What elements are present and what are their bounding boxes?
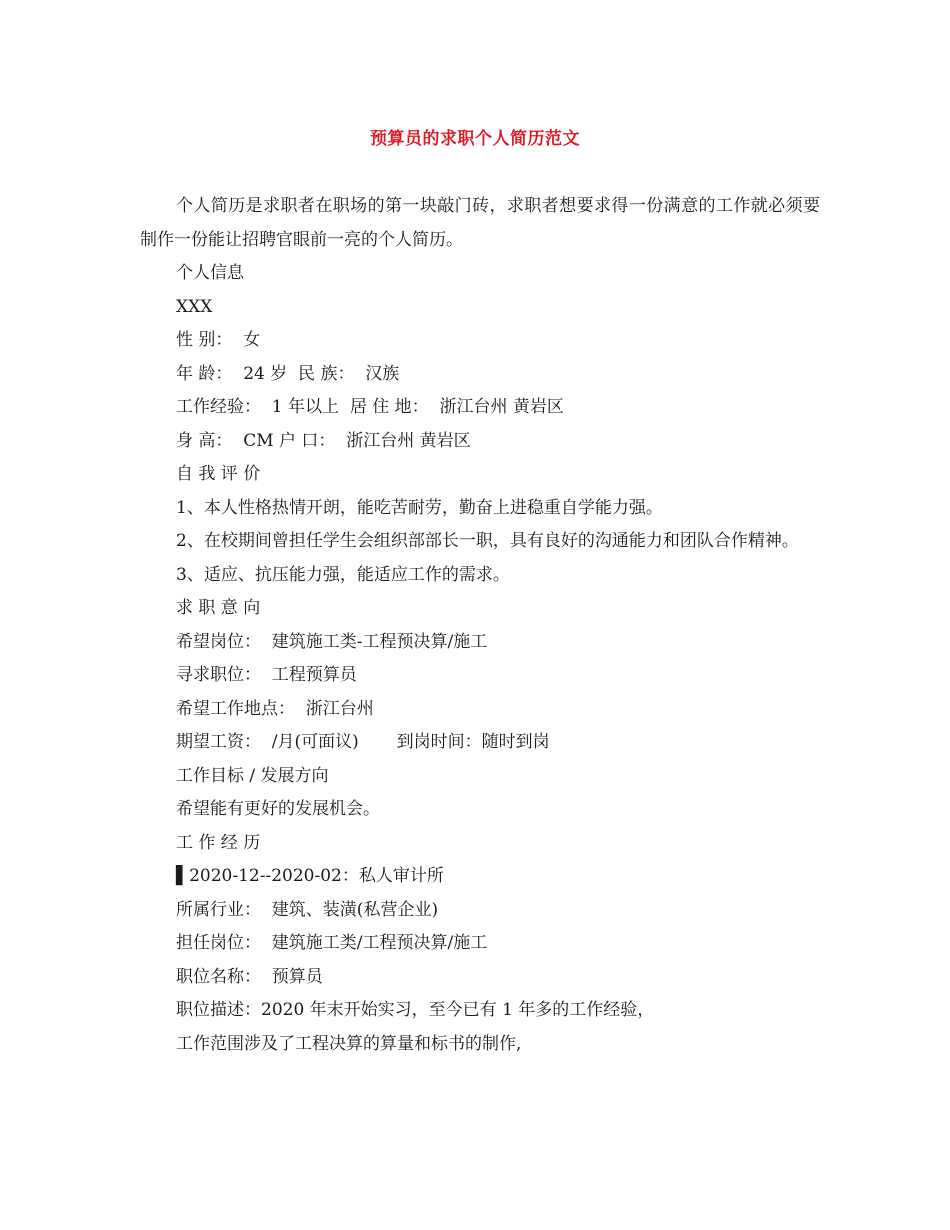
section-heading-work-experience: 工 作 经 历 bbox=[176, 832, 261, 853]
self-evaluation-item-1: 1、本人性格热情开朗，能吃苦耐劳，勤奋上进稳重自学能力强。 bbox=[176, 497, 663, 518]
name-line: XXX bbox=[176, 296, 213, 317]
document-body bbox=[140, 190, 820, 1061]
desired-position-line: 希望岗位： 建筑施工类-工程预决算/施工 bbox=[176, 631, 488, 652]
job-description-line-2: 工作范围涉及了工程决算的算量和标书的制作, bbox=[176, 1033, 522, 1054]
age-ethnicity-line: 年 龄： 24 岁 民 族： 汉族 bbox=[176, 363, 400, 384]
career-goal-text: 希望能有更好的发展机会。 bbox=[176, 799, 380, 819]
height-hukou-line: 身 高： CM 户 口： 浙江台州 黄岩区 bbox=[176, 430, 471, 451]
section-heading-self-evaluation: 自 我 评 价 bbox=[176, 464, 261, 484]
job-title-line: 职位名称： 预算员 bbox=[176, 966, 323, 987]
document-title: 预算员的求职个人简历范文 bbox=[370, 129, 580, 149]
job-description-line-1: 职位描述：2020 年末开始实习，至今已有 1 年多的工作经验， bbox=[176, 1000, 655, 1020]
salary-availability-line: 期望工资： /月(可面议) 到岗时间：随时到岗 bbox=[176, 732, 550, 752]
role-line: 担任岗位： 建筑施工类/工程预决算/施工 bbox=[176, 933, 488, 953]
section-heading-career-goal: 工作目标 / 发展方向 bbox=[176, 765, 329, 786]
section-heading-job-intention: 求 职 意 向 bbox=[176, 598, 261, 618]
sought-position-line: 寻求职位： 工程预算员 bbox=[176, 665, 357, 685]
section-heading-personal-info: 个人信息 bbox=[176, 263, 244, 283]
desired-location-line: 希望工作地点： 浙江台州 bbox=[176, 698, 374, 719]
experience-residence-line: 工作经验： 1 年以上 居 住 地： 浙江台州 黄岩区 bbox=[176, 397, 564, 417]
intro-paragraph: 个人简历是求职者在职场的第一块敲门砖，求职者想要求得一份满意的工作就必须要制作一份能让招聘官眼前一亮的个人简历。 bbox=[140, 196, 820, 250]
gender-line: 性 别： 女 bbox=[176, 330, 261, 350]
work-period-line: ▌2020-12--2020-02：私人审计所 bbox=[176, 866, 444, 886]
industry-line: 所属行业： 建筑、装潢(私营企业) bbox=[176, 899, 439, 920]
self-evaluation-item-3: 3、适应、抗压能力强，能适应工作的需求。 bbox=[176, 564, 510, 585]
self-evaluation-item-2: 2、在校期间曾担任学生会组织部部长一职，具有良好的沟通能力和团队合作精神。 bbox=[176, 531, 799, 551]
